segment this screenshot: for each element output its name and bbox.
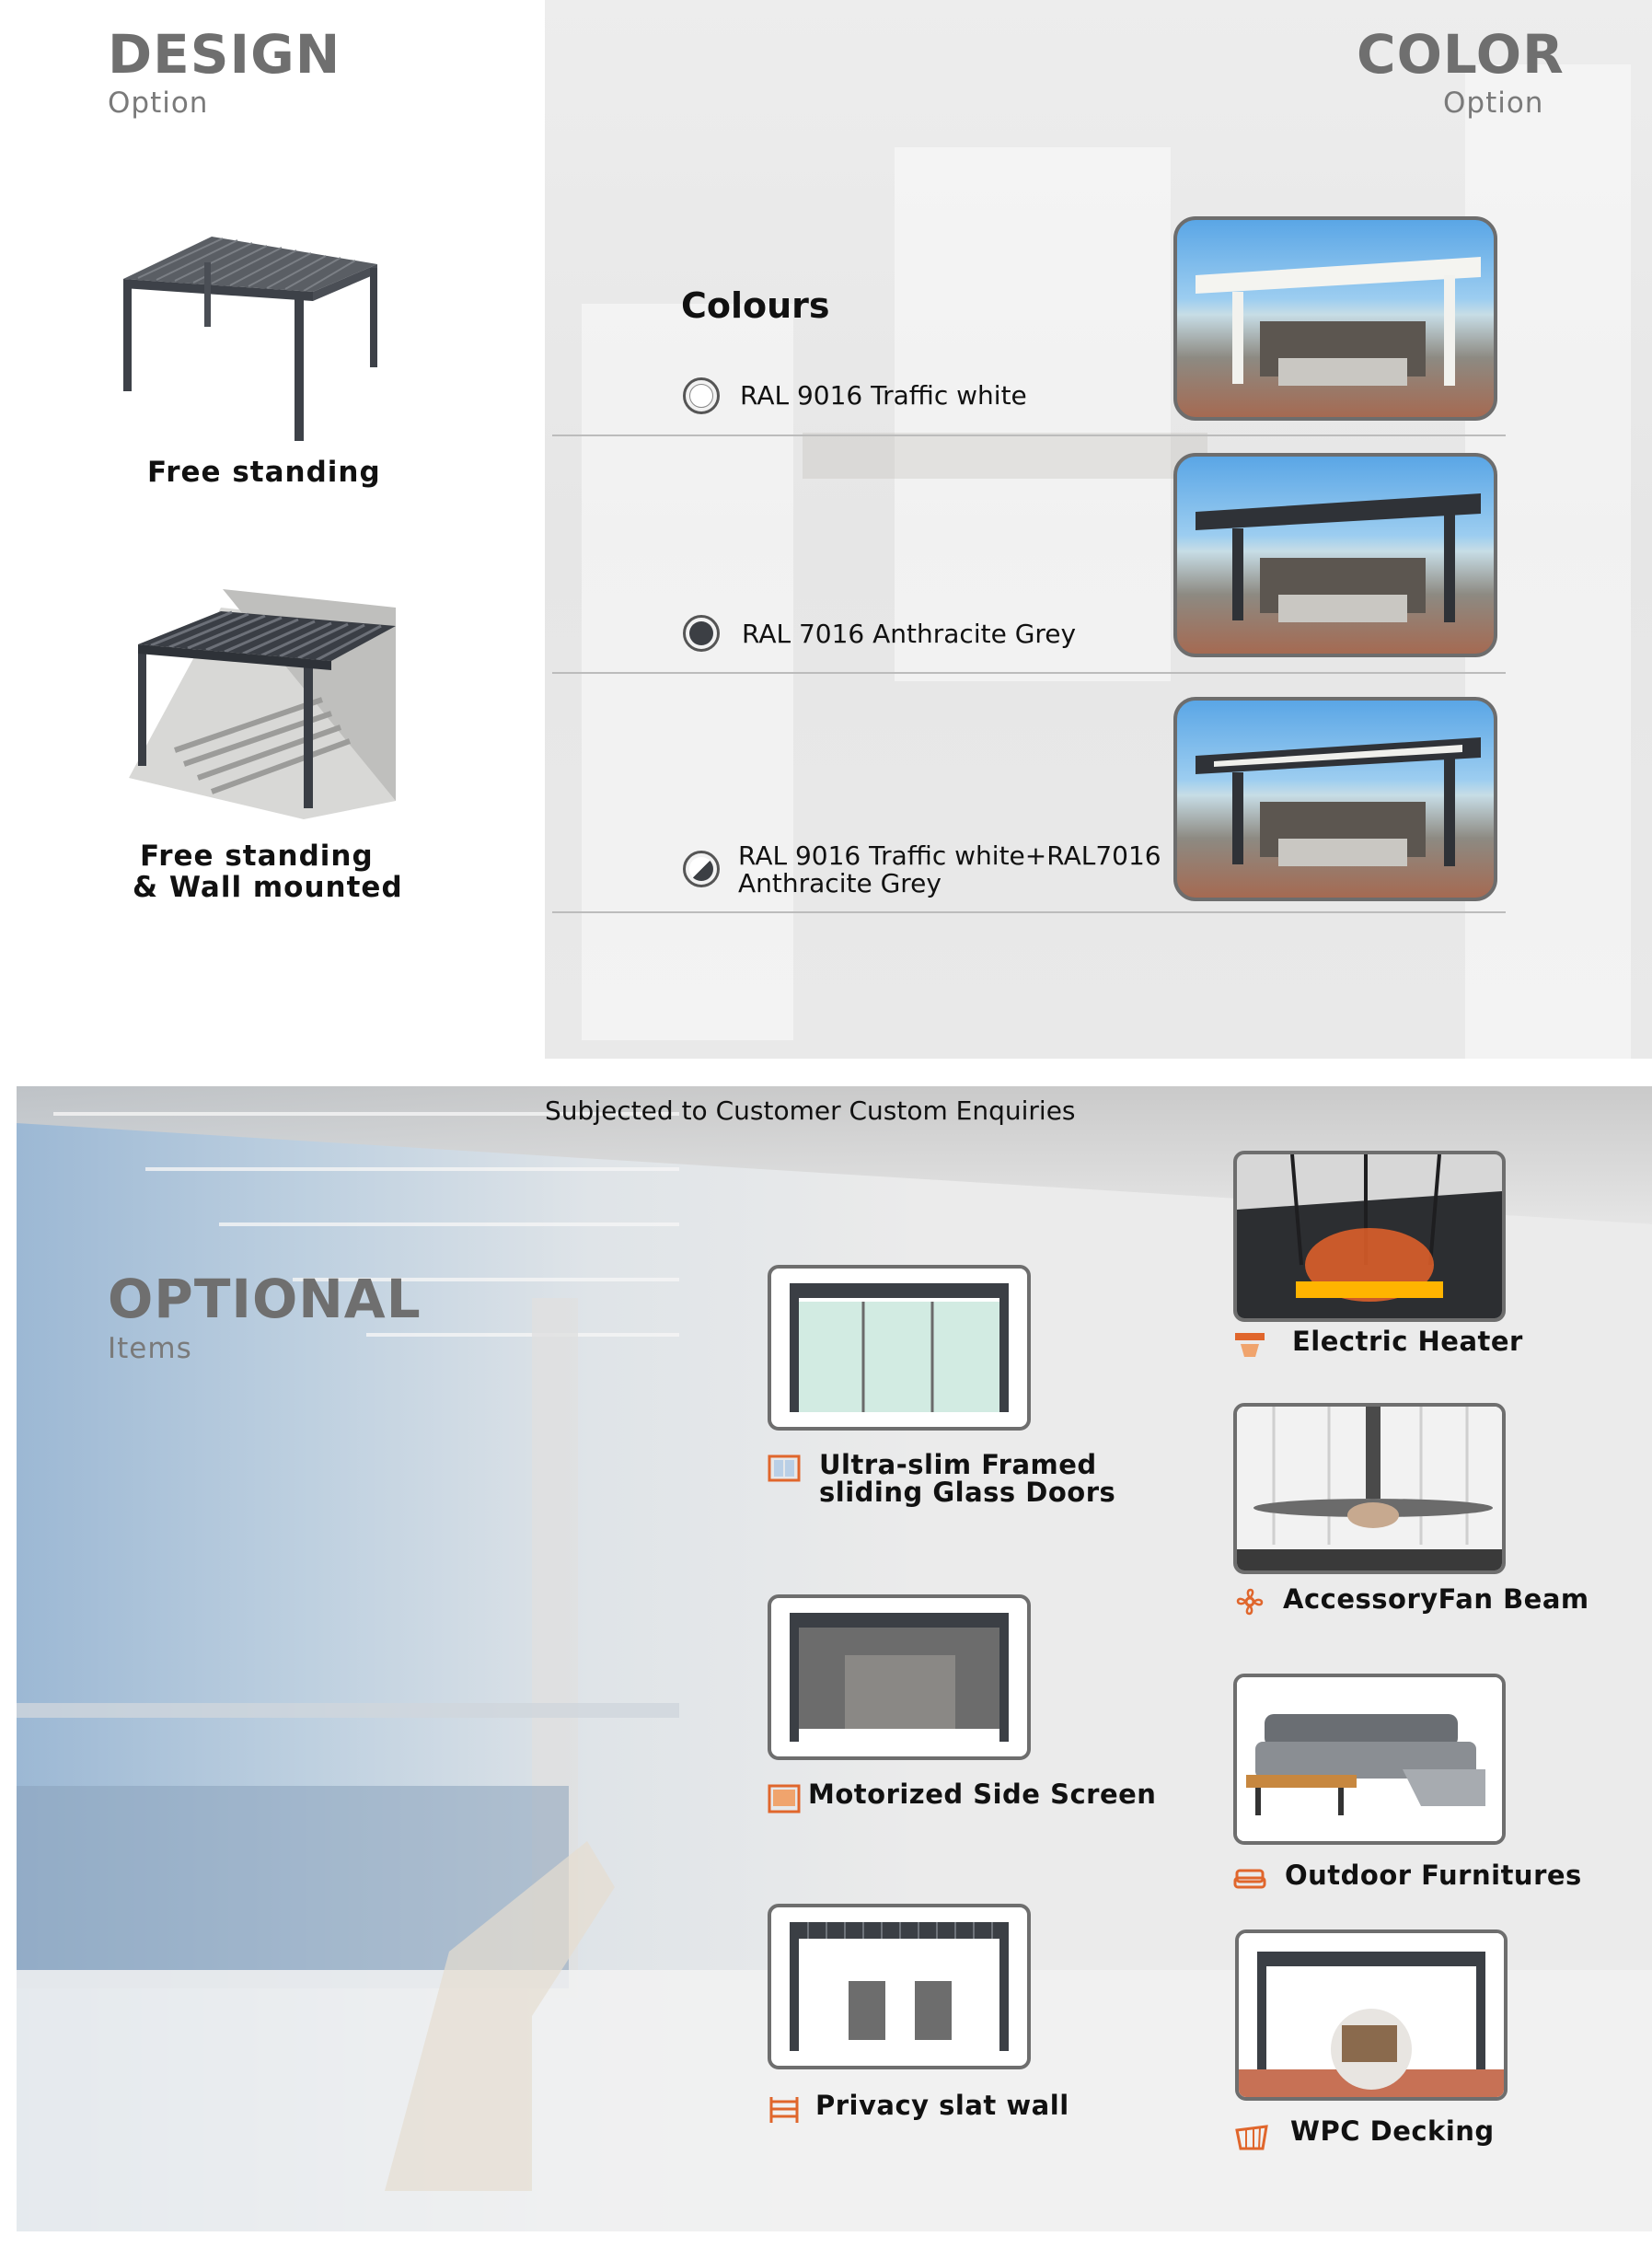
decking-icon xyxy=(1235,2121,1268,2154)
swatch-traffic-white[interactable] xyxy=(683,377,720,414)
sofa-icon xyxy=(1233,1861,1266,1895)
side-screen-icon xyxy=(768,1782,801,1815)
swatch-anthracite-grey[interactable] xyxy=(683,615,720,652)
glass-doors-label-line1: Ultra-slim Framed xyxy=(819,1449,1097,1480)
fan-icon xyxy=(1233,1585,1266,1618)
slat-wall-card[interactable] xyxy=(768,1904,1031,2069)
photo-white-pergola xyxy=(1173,216,1497,421)
color-option-mix-line2: Anthracite Grey xyxy=(738,868,942,898)
side-screen-label: Motorized Side Screen xyxy=(808,1779,1157,1810)
furniture-card[interactable] xyxy=(1233,1674,1506,1845)
photo-grey-pergola xyxy=(1173,453,1497,657)
color-option-mix-line1: RAL 9016 Traffic white+RAL7016 xyxy=(738,840,1161,871)
optional-items-panel xyxy=(17,1086,1652,2231)
color-title: COLOR xyxy=(1357,23,1565,86)
free-standing-pergola-image xyxy=(110,226,387,446)
colours-heading: Colours xyxy=(681,285,830,326)
optional-title: OPTIONAL xyxy=(108,1268,422,1330)
row-divider xyxy=(552,435,1506,436)
fan-beam-label: AccessoryFan Beam xyxy=(1283,1583,1589,1615)
wall-mounted-label-line1: Free standing xyxy=(140,840,374,873)
color-option-traffic-white: RAL 9016 Traffic white xyxy=(740,380,1027,411)
row-divider xyxy=(552,672,1506,674)
free-standing-label: Free standing xyxy=(147,456,381,489)
custom-enquiries-banner: Subjected to Customer Custom Enquiries xyxy=(545,1095,1076,1126)
wall-mounted-label-line2: & Wall mounted xyxy=(133,871,403,904)
color-option-anthracite-grey: RAL 7016 Anthracite Grey xyxy=(742,619,1077,649)
design-subtitle: Option xyxy=(108,87,209,120)
background-table xyxy=(803,433,1207,479)
design-title: DESIGN xyxy=(108,23,341,86)
heater-icon xyxy=(1233,1327,1266,1361)
heater-label: Electric Heater xyxy=(1292,1326,1523,1357)
design-option-panel xyxy=(0,0,545,1059)
side-screen-card[interactable] xyxy=(768,1594,1031,1760)
row-divider xyxy=(552,911,1506,913)
heater-card[interactable] xyxy=(1233,1151,1506,1322)
glass-doors-card[interactable] xyxy=(768,1265,1031,1431)
glass-doors-label-line2: sliding Glass Doors xyxy=(819,1477,1116,1508)
slat-wall-label: Privacy slat wall xyxy=(815,2090,1069,2121)
decking-card[interactable] xyxy=(1235,1929,1508,2101)
decking-label: WPC Decking xyxy=(1290,2115,1495,2147)
fan-beam-card[interactable] xyxy=(1233,1403,1506,1574)
background-window xyxy=(895,147,1171,681)
swatch-white-grey-mix[interactable] xyxy=(683,851,720,887)
color-option-panel xyxy=(545,0,1652,1059)
photo-mix-pergola xyxy=(1173,697,1497,901)
glass-door-icon xyxy=(768,1451,801,1484)
optional-subtitle: Items xyxy=(108,1332,192,1365)
slat-wall-icon xyxy=(768,2093,801,2126)
wall-mounted-pergola-image xyxy=(120,589,396,819)
furniture-label: Outdoor Furnitures xyxy=(1285,1860,1582,1891)
color-subtitle: Option xyxy=(1443,87,1544,120)
